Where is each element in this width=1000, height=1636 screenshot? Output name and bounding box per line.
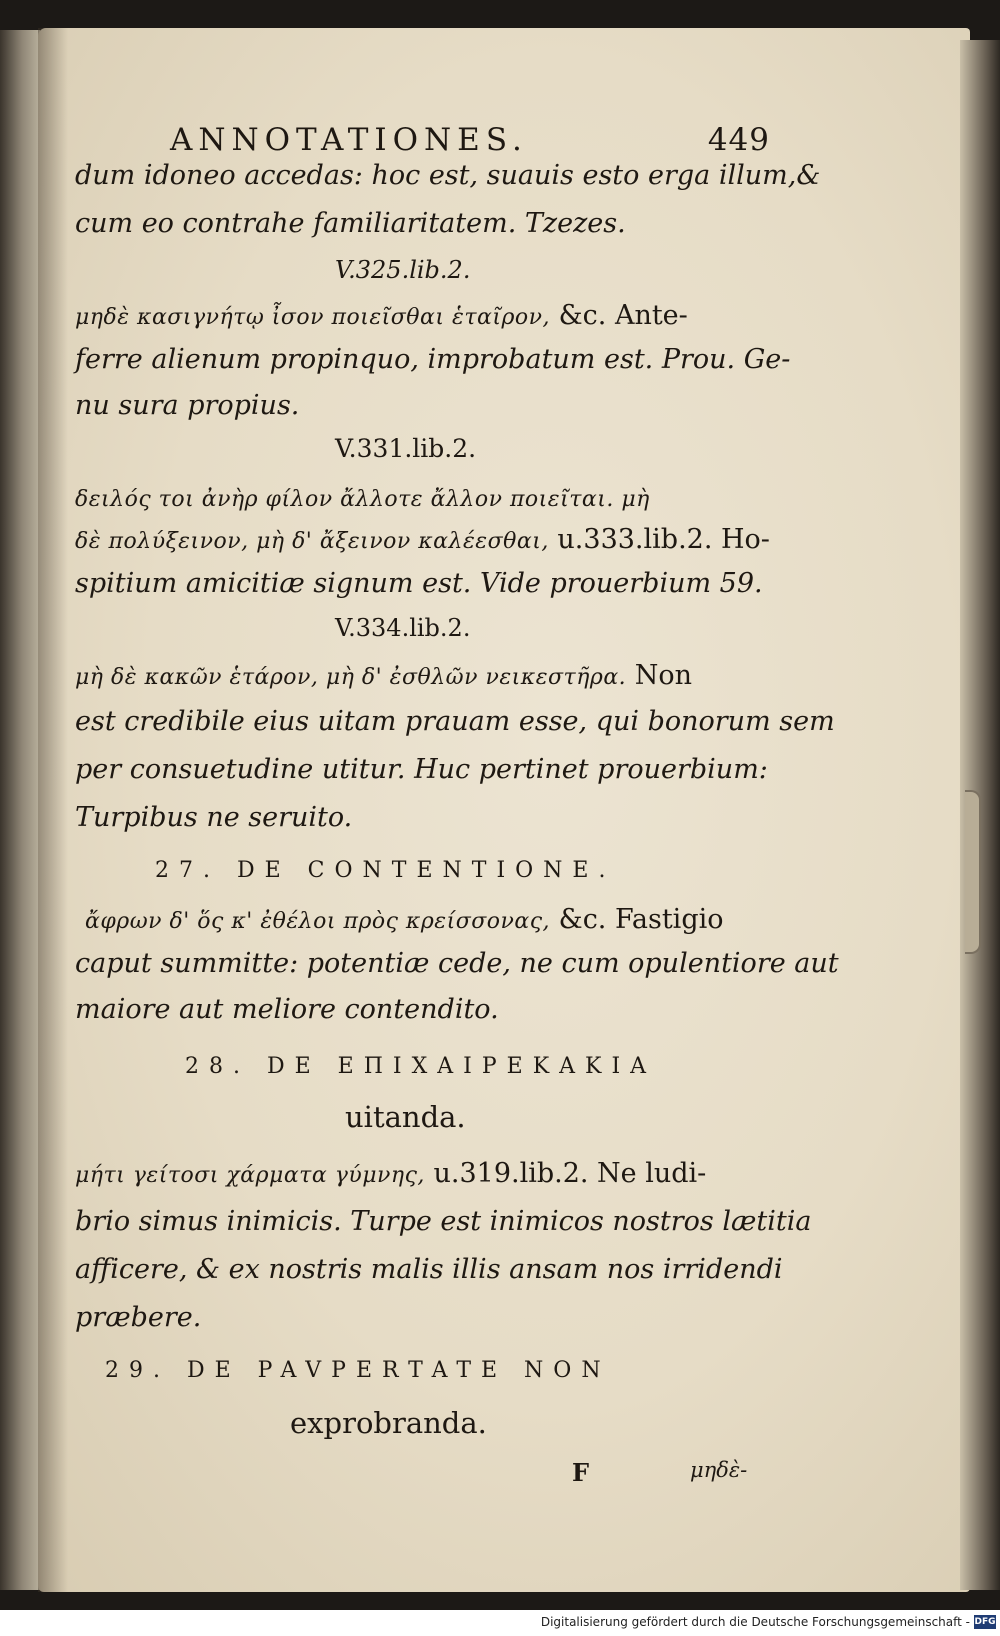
greek-quote: δὲ πολύξεινον, μὴ δ' ἄξεινον καλέεσθαι, [75,529,549,554]
verse-ref: V.325.lib.2. [335,256,471,284]
section-heading-28-sub: uitanda. [345,1100,466,1134]
dfg-logo: DFG [974,1617,996,1627]
text-line: brio simus inimicis. Turpe est inimicos nostros lætitia [75,1206,812,1237]
text-line [75,1158,706,1189]
greek-quote: μηδὲ κασιγνήτῳ ἶσον ποιεῖσθαι ἑταῖρον, [75,305,551,330]
footer-bar [0,1610,1000,1636]
latin-text: &c. Fastigio [558,904,724,935]
latin-text: Non [634,660,693,691]
footer-credit: Digitalisierung gefördert durch die Deutsche Forschungsgemeinschaft - [540,1615,970,1629]
text-line: nu sura propius. [75,390,300,421]
greek-quote: ἄφρων δ' ὅς κ' ἐθέλοι πρὸς κρείσσονας, [85,909,551,934]
text-line [75,482,650,513]
catchword: μηδὲ- [690,1458,748,1482]
text-line: præbere. [75,1302,202,1333]
latin-text: u.333.lib.2. Ho- [557,524,770,555]
text-line: spitium amicitiæ signum est. Vide prouerbium 59. [75,568,763,599]
running-head-title: ANNOTATIONES. [170,122,528,158]
text-line: dum idoneo accedas: hoc est, suauis esto erga illum,& [75,160,821,191]
facing-page-edge [0,30,40,1590]
gutter-shadow [38,28,68,1592]
text-line [75,524,770,555]
page-tab-marker [965,790,981,954]
text-line [75,660,692,691]
verse-ref: V.334.lib.2. [335,614,471,642]
section-heading-29: 29. DE PAVPERTATE NON [105,1358,611,1383]
text-line [85,904,724,935]
text-line: est credibile eius uitam prauam esse, qui bonorum sem [75,706,835,737]
text-line: afficere, & ex nostris malis illis ansam nos irridendi [75,1254,783,1285]
text-line: ferre alienum propinquo, improbatum est. Prou. Ge- [75,344,791,375]
text-line: caput summitte: potentiæ cede, ne cum opulentiore aut [75,948,839,979]
text-line [75,300,688,331]
verse-ref: V.331.lib.2. [335,434,477,463]
signature-mark: F [572,1458,590,1487]
latin-text: &c. Ante- [558,300,688,331]
text-line: Turpibus ne seruito. [75,802,353,833]
latin-text: u.319.lib.2. Ne ludi- [433,1158,707,1189]
section-heading-29-sub: exprobranda. [290,1406,487,1440]
greek-quote: δειλός τοι ἀνὴρ φίλον ἄλλοτε ἄλλον ποιεῖται. μὴ [75,487,650,512]
section-heading-27: 27. DE CONTENTIONE. [155,858,616,883]
running-head [170,122,770,162]
text-line: cum eo contrahe familiaritatem. Tzezes. [75,208,626,239]
folio-number: 449 [707,122,770,158]
text-line: per consuetudine utitur. Huc pertinet prouerbium: [75,754,768,785]
greek-quote: μήτι γείτοσι χάρματα γύμνης, [75,1163,425,1188]
section-heading-28: 28. DE ΕΠΙΧΑΙΡΕΚΑΚΙΑ [185,1054,657,1079]
text-line: maiore aut meliore contendito. [75,994,499,1025]
greek-quote: μὴ δὲ κακῶν ἑτάρον, μὴ δ' ἐσθλῶν νεικεστῆρα. [75,665,627,690]
